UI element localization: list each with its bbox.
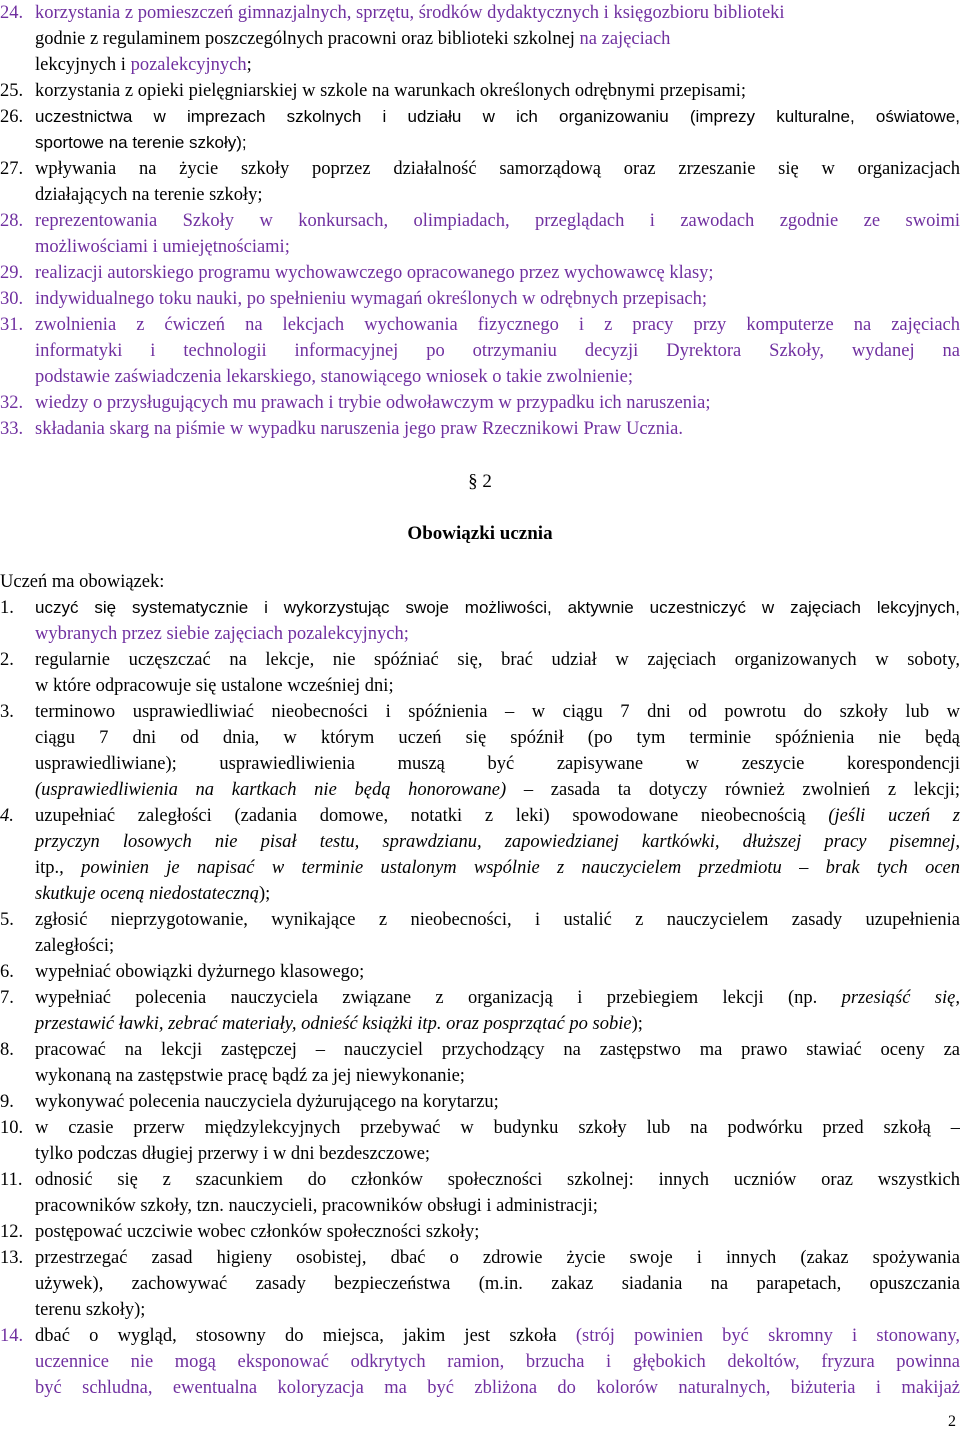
text-line: uczennice nie mogą eksponować odkrytych ramion, brzucha i głębokich dekoltów, fryzura powinna	[35, 1352, 960, 1372]
list-item	[0, 595, 960, 647]
list-item-text	[35, 1089, 960, 1115]
list-item-number: 5.	[0, 910, 14, 930]
text-line: zgłosić nieprzygotowanie, wynikające z nieobecności, i ustalić z nauczycielem zasady uzupełnienia	[35, 910, 960, 930]
list-item	[0, 647, 960, 699]
text-line: indywidualnego toku nauki, po spełnieniu wymagań określonych w odrębnych przepisach;	[35, 289, 708, 309]
text-line: przyczyn losowych nie pisał testu, sprawdzianu, zapowiedzianej kartkówki, dłuższej pracy pisemnej,	[35, 832, 960, 852]
list-item-number: 24.	[0, 3, 24, 23]
list-item	[0, 286, 960, 312]
list-item-text	[35, 1037, 960, 1089]
text-line: wpływania na życie szkoły poprzez działalność samorządową oraz zrzeszanie się w organizacjach	[35, 159, 960, 179]
list-item-number: 25.	[0, 81, 24, 101]
list-item	[0, 312, 960, 390]
text-line: wykonywać polecenia nauczyciela dyżurującego na korytarzu;	[35, 1092, 499, 1112]
obligations-intro: Uczeń ma obowiązek:	[0, 572, 165, 592]
list-item-number: 32.	[0, 393, 24, 413]
list-item-number: 28.	[0, 211, 24, 231]
text-line: składania skarg na piśmie w wypadku naruszenia jego praw Rzecznikowi Praw Ucznia.	[35, 419, 683, 439]
list-item-number: 8.	[0, 1040, 14, 1060]
list-item-text	[35, 156, 960, 208]
list-item-text	[35, 699, 960, 803]
text-line: regularnie uczęszczać na lekcje, nie spóźniać się, brać udział w zajęciach organizowanych w soboty,	[35, 650, 960, 670]
list-item-number: 6.	[0, 962, 14, 982]
text-line: wypełniać polecenia nauczyciela związane z organizacją i przebiegiem lekcji (np. przesiąść się,	[35, 988, 960, 1008]
text-line: korzystania z opieki pielęgniarskiej w szkole na warunkach określonych odrębnymi przepisami;	[35, 81, 746, 101]
list-item-text	[35, 286, 960, 312]
list-item-text	[35, 1167, 960, 1219]
text-line: sportowe na terenie szkoły);	[35, 133, 247, 152]
text-line: w czasie przerw międzylekcyjnych przebywać w budynku szkoły lub na podwórku przed szkołą –	[35, 1118, 960, 1138]
text-line: być schludna, ewentualna koloryzacja ma być zbliżona do kolorów naturalnych, biżuteria i makijaż	[35, 1378, 960, 1398]
text-line: uczyć się systematycznie i wykorzystując swoje możliwości, aktywnie uczestniczyć w zajęciach lekcyjnych,	[35, 598, 960, 617]
text-line: podstawie zaświadczenia lekarskiego, stanowiącego wniosek o takie zwolnienie;	[35, 367, 633, 387]
text-line: uczestnictwa w imprezach szkolnych i udziału w ich organizowaniu (imprezy kulturalne, oświatowe,	[35, 107, 960, 126]
text-line: używek), zachowywać zasady bezpieczeństwa (m.in. zakaz siadania na parapetach, opuszczania	[35, 1274, 960, 1294]
list-item	[0, 959, 960, 985]
list-item-text	[35, 416, 960, 442]
list-item-number: 31.	[0, 315, 24, 335]
text-line: pracowników szkoły, tzn. nauczycieli, pracowników obsługi i administracji;	[35, 1196, 598, 1216]
text-line: przestrzegać zasad higieny osobistej, dbać o zdrowie życie swoje i innych (zakaz spożywania	[35, 1248, 960, 1268]
text-line: informatyki i technologii informacyjnej po otrzymaniu decyzji Dyrektora Szkoły, wydanej na	[35, 341, 960, 361]
list-item	[0, 1219, 960, 1245]
text-line: terminowo usprawiedliwiać nieobecności i spóźnienia – w ciągu 7 dni od powrotu do szkoły lub w	[35, 702, 960, 722]
list-item-number: 10.	[0, 1118, 24, 1138]
list-item-text	[35, 260, 960, 286]
list-item	[0, 1167, 960, 1219]
list-item-text	[35, 595, 960, 647]
list-item	[0, 156, 960, 208]
list-item-number: 4.	[0, 806, 14, 826]
list-item	[0, 0, 960, 78]
text-line: skutkuje oceną niedostateczną);	[35, 884, 271, 904]
list-item-text	[35, 985, 960, 1037]
list-item-number: 2.	[0, 650, 14, 670]
list-item	[0, 260, 960, 286]
text-line: realizacji autorskiego programu wychowawczego opracowanego przez wychowawcę klasy;	[35, 263, 714, 283]
list-item-text	[35, 208, 960, 260]
list-item-text	[35, 803, 960, 907]
text-line: usprawiedliwiane); usprawiedliwienia muszą być zapisywane w zeszycie korespondencji	[35, 754, 960, 774]
text-line: terenu szkoły);	[35, 1300, 146, 1320]
text-line: odnosić się z szacunkiem do członków społeczności szkolnej: innych uczniów oraz wszystkich	[35, 1170, 960, 1190]
text-line: lekcyjnych i pozalekcyjnych;	[35, 55, 252, 75]
text-line: wykonaną na zastępstwie pracę bądź za jej niewykonanie;	[35, 1066, 465, 1086]
list-item	[0, 1115, 960, 1167]
list-item-text	[35, 647, 960, 699]
text-line: (usprawiedliwienia na kartkach nie będą honorowane) – zasada ta dotyczy również zwolnień z lekcji;	[35, 780, 960, 800]
text-line: dbać o wygląd, stosowny do miejsca, jakim jest szkoła (strój powinien być skromny i stonowany,	[35, 1326, 960, 1346]
list-item-text	[35, 104, 960, 156]
list-item	[0, 907, 960, 959]
list-item-number: 13.	[0, 1248, 24, 1268]
list-item-text	[35, 907, 960, 959]
list-item-number: 26.	[0, 107, 24, 127]
list-item	[0, 1089, 960, 1115]
list-item	[0, 1323, 960, 1401]
text-line: zwolnienia z ćwiczeń na lekcjach wychowania fizycznego i z pracy przy komputerze na zajęciach	[35, 315, 960, 335]
list-item	[0, 78, 960, 104]
list-item-text	[35, 390, 960, 416]
text-line: możliwościami i umiejętnościami;	[35, 237, 290, 257]
list-item	[0, 1245, 960, 1323]
text-line: zaległości;	[35, 936, 115, 956]
list-item-text	[35, 1245, 960, 1323]
list-item	[0, 803, 960, 907]
list-item-number: 11.	[0, 1170, 23, 1190]
text-line: tylko podczas długiej przerwy i w dni bezdeszczowe;	[35, 1144, 431, 1164]
text-line: itp., powinien je napisać w terminie ustalonym wspólnie z nauczycielem przedmiotu – brak tych ocen	[35, 858, 960, 878]
list-item	[0, 390, 960, 416]
list-item	[0, 416, 960, 442]
section-mark: § 2	[468, 471, 492, 492]
list-item-text	[35, 1219, 960, 1245]
text-line: godnie z regulaminem poszczególnych pracowni oraz biblioteki szkolnej na zajęciach	[35, 29, 671, 49]
text-line: ciągu 7 dni od dnia, w którym uczeń się spóźnił (po tym terminie spóźnienia nie będą	[35, 728, 960, 748]
list-item-text	[35, 959, 960, 985]
list-item	[0, 208, 960, 260]
list-item-number: 1.	[0, 598, 14, 618]
text-line: postępować uczciwie wobec członków społeczności szkoły;	[35, 1222, 480, 1242]
text-line: korzystania z pomieszczeń gimnazjalnych, sprzętu, środków dydaktycznych i księgozbioru biblioteki	[35, 3, 785, 23]
text-line: wypełniać obowiązki dyżurnego klasowego;	[35, 962, 365, 982]
text-line: reprezentowania Szkoły w konkursach, olimpiadach, przeglądach i zawodach zgodnie ze swoimi	[35, 211, 960, 231]
list-item-text	[35, 78, 960, 104]
text-line: działających na terenie szkoły;	[35, 185, 263, 205]
text-line: wiedzy o przysługujących mu prawach i trybie odwoławczym w przypadku ich naruszenia;	[35, 393, 711, 413]
list-item-number: 29.	[0, 263, 24, 283]
list-item-number: 14.	[0, 1326, 24, 1346]
section-title: Obowiązki ucznia	[407, 523, 553, 544]
list-item-number: 30.	[0, 289, 24, 309]
list-item	[0, 104, 960, 156]
list-item-number: 3.	[0, 702, 14, 722]
text-line: przestawić ławki, zebrać materiały, odnieść książki itp. oraz posprzątać po sobie);	[35, 1014, 643, 1034]
list-item-text	[35, 0, 960, 78]
text-line: pracować na lekcji zastępczej – nauczyciel przychodzący na zastępstwo ma prawo stawiać oceny za	[35, 1040, 960, 1060]
list-item	[0, 1037, 960, 1089]
list-item-number: 7.	[0, 988, 14, 1008]
list-item-number: 27.	[0, 159, 24, 179]
page-number: 2	[948, 1413, 956, 1430]
list-item-text	[35, 1115, 960, 1167]
text-line: uzupełniać zaległości (zadania domowe, notatki z leki) spowodowane nieobecnością (jeśli uczeń z	[35, 806, 960, 826]
list-item	[0, 985, 960, 1037]
list-item-text	[35, 1323, 960, 1401]
list-item	[0, 699, 960, 803]
text-line: w które odpracowuje się ustalone wcześniej dni;	[35, 676, 394, 696]
list-item-number: 9.	[0, 1092, 14, 1112]
list-item-number: 33.	[0, 419, 24, 439]
list-item-number: 12.	[0, 1222, 24, 1242]
text-line: wybranych przez siebie zajęciach pozalekcyjnych;	[35, 624, 409, 644]
list-item-text	[35, 312, 960, 390]
